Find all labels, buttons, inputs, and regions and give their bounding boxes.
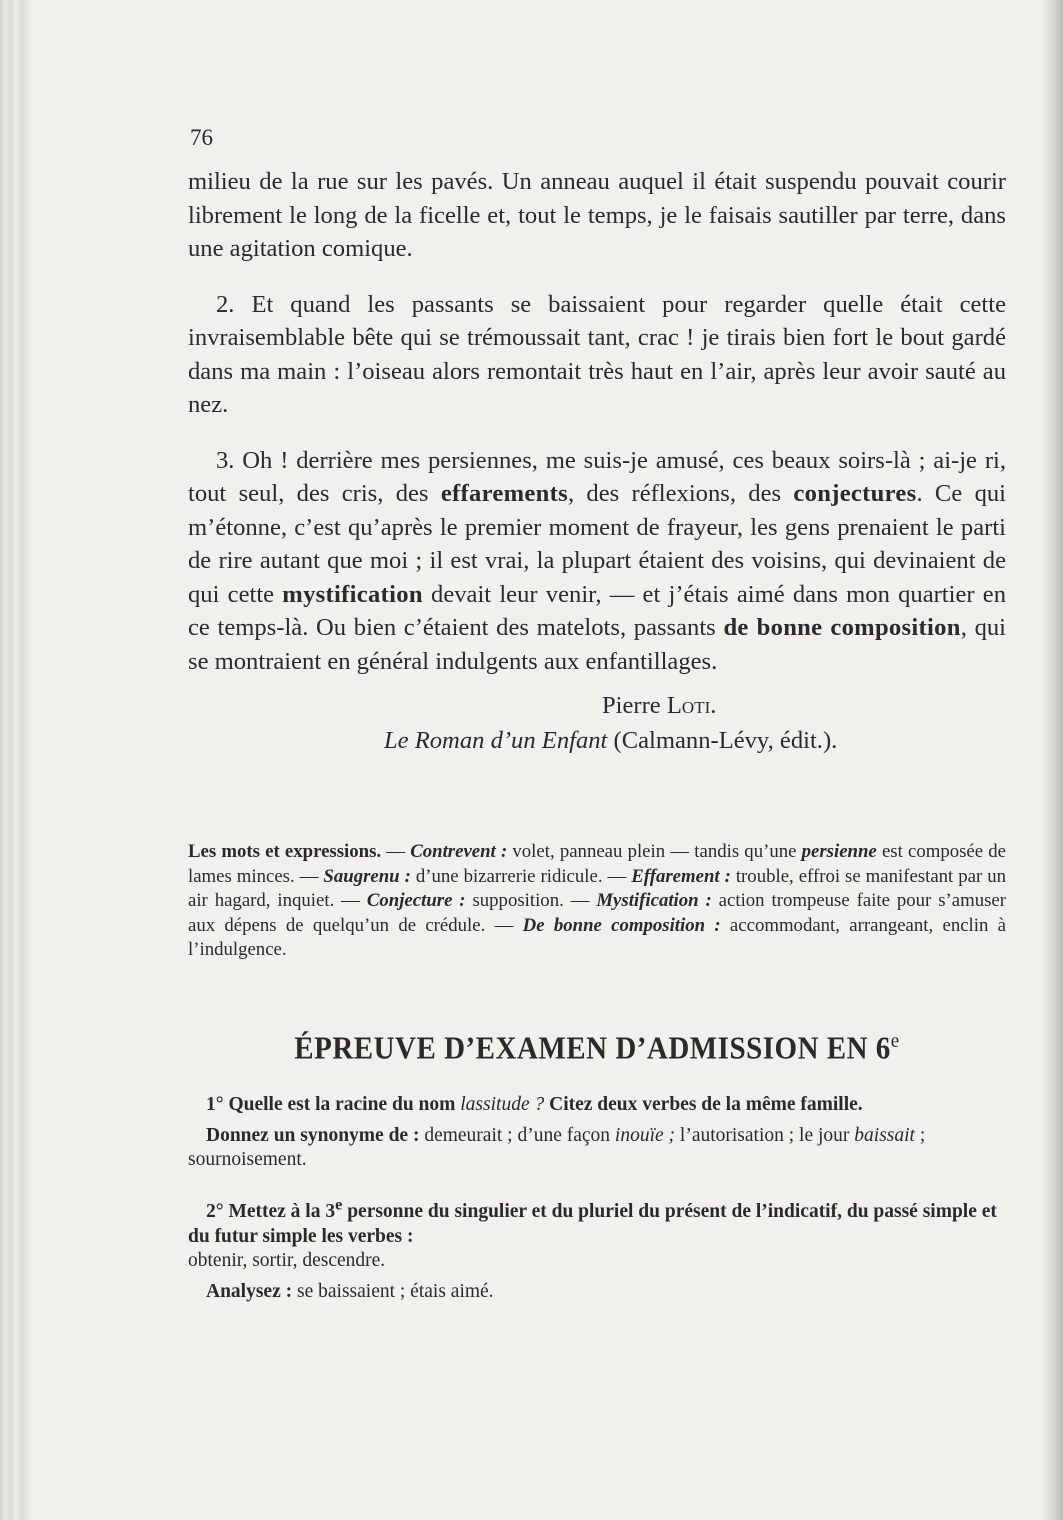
book-reference [188, 723, 1006, 758]
glossary-heading: Les mots et expressions. [188, 841, 382, 862]
author-name: Pierre Loti. [602, 692, 717, 719]
exam-title: ÉPREUVE D’EXAMEN D’ADMISSION EN 6e [294, 1029, 900, 1066]
verb-list: obtenir, sortir, descendre. [188, 1250, 386, 1272]
keyword-conjectures: conjectures [793, 480, 917, 507]
paragraph-2: 2. Et quand les passants se baissaient pour regarder quelle était cette invraisemblable bête qui se trémoussait tant, crac ! je tirais bien fort le bout gardé dans ma main : l’oiseau alors remontait très haut en l’air, après leur avoir sauté au nez. [188, 290, 1006, 418]
glossary-term: De bonne composition : [522, 914, 721, 936]
attribution [188, 688, 1006, 758]
question-2: 2° Mettez à la 3e personne du singulier et du pluriel du présent de l’indicatif, du passé simple et du futur simple les verbes : [188, 1195, 997, 1247]
glossary-term: Effarement : [631, 865, 731, 887]
synonym-question: Donnez un synonyme de : demeurait ; d’une façon inouïe ; l’autorisation ; le jour baissait ; sournoisement. [188, 1124, 926, 1171]
paragraph-3: 3. Oh ! derrière mes persiennes, me suis-je amusé, ces beaux soirs-là ; ai-je ri, tout seul, des cris, des effarements, des réflexions, des conjectures. Ce qui m’étonne, c’est qu’après le premier moment de frayeur, les gens prenaient le parti de rire autant que moi ; il est vrai, la plupart étaient des voisins, qui devinaient de qui cette mystification devait leur venir, — et j’étais aimé dans mon quartier en ce temps-là. Ou bien c’étaient des matelots, passants de bonne composition, qui se montraient en général indulgents aux enfantillages. [188, 446, 1007, 675]
page-edges-left [0, 0, 40, 1520]
publisher: (Calmann-Lévy, édit.). [607, 727, 838, 754]
book-title: Le Roman d’un Enfant [384, 727, 608, 754]
glossary-term: Contrevent : [410, 841, 508, 862]
page-edges-right [1041, 0, 1063, 1520]
keyword-effarements: effarements [440, 480, 568, 507]
paragraph-1: milieu de la rue sur les pavés. Un anneau auquel il était suspendu pouvait courir librement le long de la ficelle et, tout le temps, je le faisais sautiller par terre, dans une agitation comique. [188, 168, 1006, 262]
glossary-term: Mystification : [596, 890, 712, 911]
question-1: 1° Quelle est la racine du nom lassitude ? Citez deux verbes de la même famille. [206, 1094, 863, 1116]
glossary-term: persienne [801, 841, 877, 862]
keyword-bonne-composition: de bonne composition [723, 614, 961, 641]
book-page [188, 125, 1006, 1304]
glossary: Les mots et expressions. — Contrevent : volet, panneau plein — tandis qu’une persienne est composée de lames minces. — Saugrenu : d’une bizarrerie ridicule. — Effarement : trouble, effroi se manifestant par un air hagard, inquiet. — Conjecture : supposition. — Mystification : action trompeuse faite pour s’amuser aux dépens de quelqu’un de crédule. — De bonne composition : accommodant, arrangeant, enclin à l’indulgence. [188, 841, 1007, 960]
keyword-mystification: mystification [282, 580, 423, 608]
glossary-term: Conjecture : [366, 890, 466, 911]
glossary-term: Saugrenu : [323, 865, 411, 887]
analysis-question: Analysez : se baissaient ; étais aimé. [206, 1280, 494, 1302]
page-number: 76 [190, 125, 213, 150]
